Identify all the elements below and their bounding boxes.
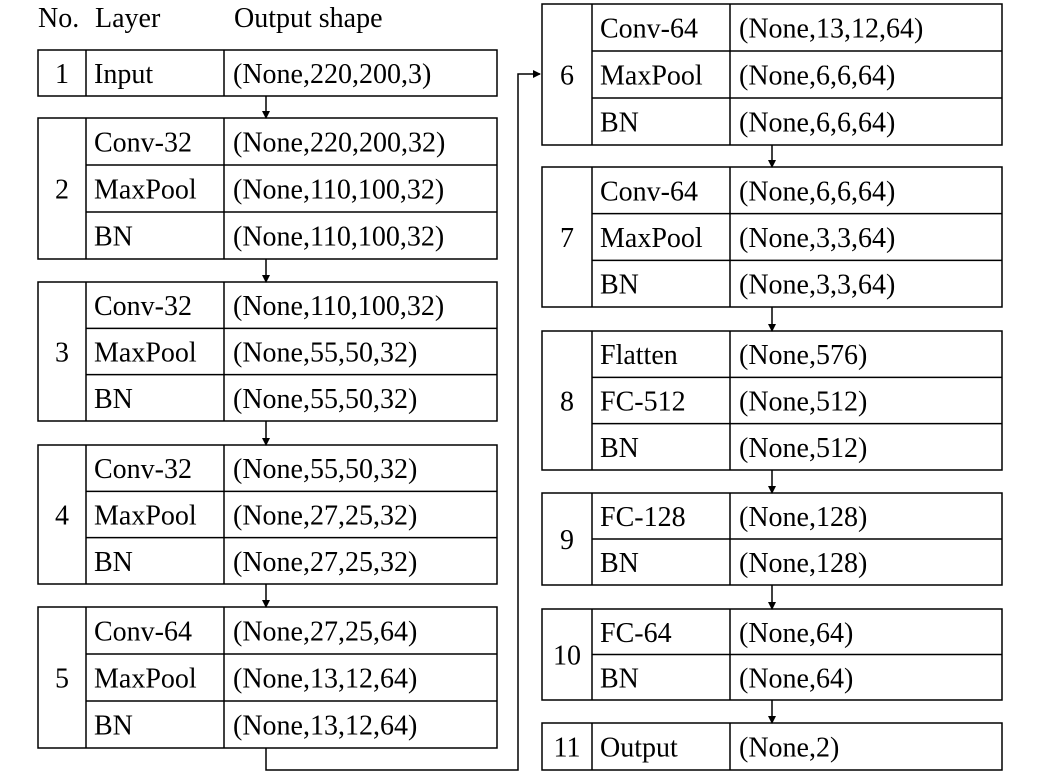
- layer-name: Conv-32: [94, 454, 192, 486]
- layer-name: BN: [94, 710, 133, 742]
- output-shape: (None,55,50,32): [233, 454, 418, 486]
- layer-block-7: [542, 167, 1002, 307]
- layer-block-3: [38, 282, 497, 421]
- layer-name: Conv-32: [94, 291, 192, 323]
- layer-block-8: [542, 331, 1002, 470]
- layer-name: MaxPool: [94, 174, 197, 206]
- table-header: [38, 3, 383, 34]
- block-number: 11: [553, 732, 581, 764]
- output-shape: (None,6,6,64): [739, 176, 896, 208]
- layer-block-2: [38, 118, 497, 259]
- layer-block-5: [38, 607, 497, 748]
- layer-blocks: [38, 4, 1002, 770]
- layer-name: Output: [600, 732, 678, 764]
- layer-block-6: [542, 4, 1002, 145]
- layer-name: Input: [94, 59, 154, 90]
- layer-name: MaxPool: [94, 337, 197, 369]
- output-shape: (None,64): [739, 617, 854, 649]
- output-shape: (None,3,3,64): [739, 269, 896, 301]
- output-shape: (None,55,50,32): [233, 337, 418, 369]
- header-output: Output shape: [234, 3, 383, 34]
- block-number: 6: [560, 60, 574, 92]
- output-shape: (None,110,100,32): [233, 174, 445, 206]
- layer-block-4: [38, 445, 497, 584]
- output-shape: (None,6,6,64): [739, 107, 896, 139]
- output-shape: (None,576): [739, 340, 868, 372]
- layer-name: BN: [600, 269, 639, 301]
- layer-name: BN: [94, 221, 133, 253]
- output-shape: (None,128): [739, 548, 868, 579]
- output-shape: (None,55,50,32): [233, 383, 418, 415]
- layer-name: BN: [94, 383, 133, 415]
- output-shape: (None,512): [739, 386, 868, 418]
- layer-name: MaxPool: [600, 60, 703, 92]
- block-number: 3: [55, 337, 69, 369]
- layer-name: Conv-64: [94, 616, 192, 648]
- layer-name: MaxPool: [600, 223, 703, 254]
- header-no: No.: [38, 3, 80, 34]
- output-shape: (None,3,3,64): [739, 223, 896, 254]
- layer-name: BN: [600, 663, 639, 695]
- output-shape: (None,220,200,3): [233, 59, 432, 90]
- block-number: 7: [560, 223, 574, 254]
- header-layer: Layer: [95, 3, 161, 34]
- output-shape: (None,13,12,64): [233, 663, 418, 695]
- output-shape: (None,128): [739, 502, 868, 533]
- layer-name: MaxPool: [94, 663, 197, 695]
- output-shape: (None,64): [739, 663, 854, 695]
- output-shape: (None,27,25,64): [233, 616, 418, 648]
- output-shape: (None,13,12,64): [233, 710, 418, 742]
- block-number: 5: [55, 663, 69, 695]
- block-number: 1: [55, 59, 69, 90]
- output-shape: (None,110,100,32): [233, 291, 445, 323]
- layer-block-1: [38, 50, 497, 96]
- layer-block-9: [542, 493, 1002, 585]
- output-shape: (None,13,12,64): [739, 13, 924, 45]
- output-shape: (None,512): [739, 432, 868, 464]
- output-shape: (None,27,25,32): [233, 546, 418, 578]
- output-shape: (None,220,200,32): [233, 127, 446, 159]
- output-shape: (None,110,100,32): [233, 221, 445, 253]
- output-shape: (None,6,6,64): [739, 60, 896, 92]
- layer-name: MaxPool: [94, 500, 197, 532]
- block-number: 8: [560, 386, 574, 418]
- layer-name: BN: [600, 548, 639, 579]
- layer-name: Conv-64: [600, 176, 698, 208]
- layer-block-10: [542, 609, 1002, 700]
- layer-name: Conv-32: [94, 127, 192, 159]
- layer-name: FC-128: [600, 502, 686, 533]
- block-number: 4: [55, 500, 69, 532]
- block-number: 10: [553, 640, 581, 672]
- block-number: 2: [55, 174, 69, 206]
- block-number: 9: [560, 525, 574, 556]
- layer-name: FC-512: [600, 386, 686, 418]
- layer-block-11: [542, 723, 1002, 770]
- layer-name: BN: [600, 107, 639, 139]
- layer-name: FC-64: [600, 617, 672, 649]
- layer-name: Conv-64: [600, 13, 698, 45]
- layer-name: BN: [94, 546, 133, 578]
- output-shape: (None,2): [739, 732, 840, 764]
- layer-name: Flatten: [600, 340, 678, 372]
- output-shape: (None,27,25,32): [233, 500, 418, 532]
- layer-name: BN: [600, 432, 639, 464]
